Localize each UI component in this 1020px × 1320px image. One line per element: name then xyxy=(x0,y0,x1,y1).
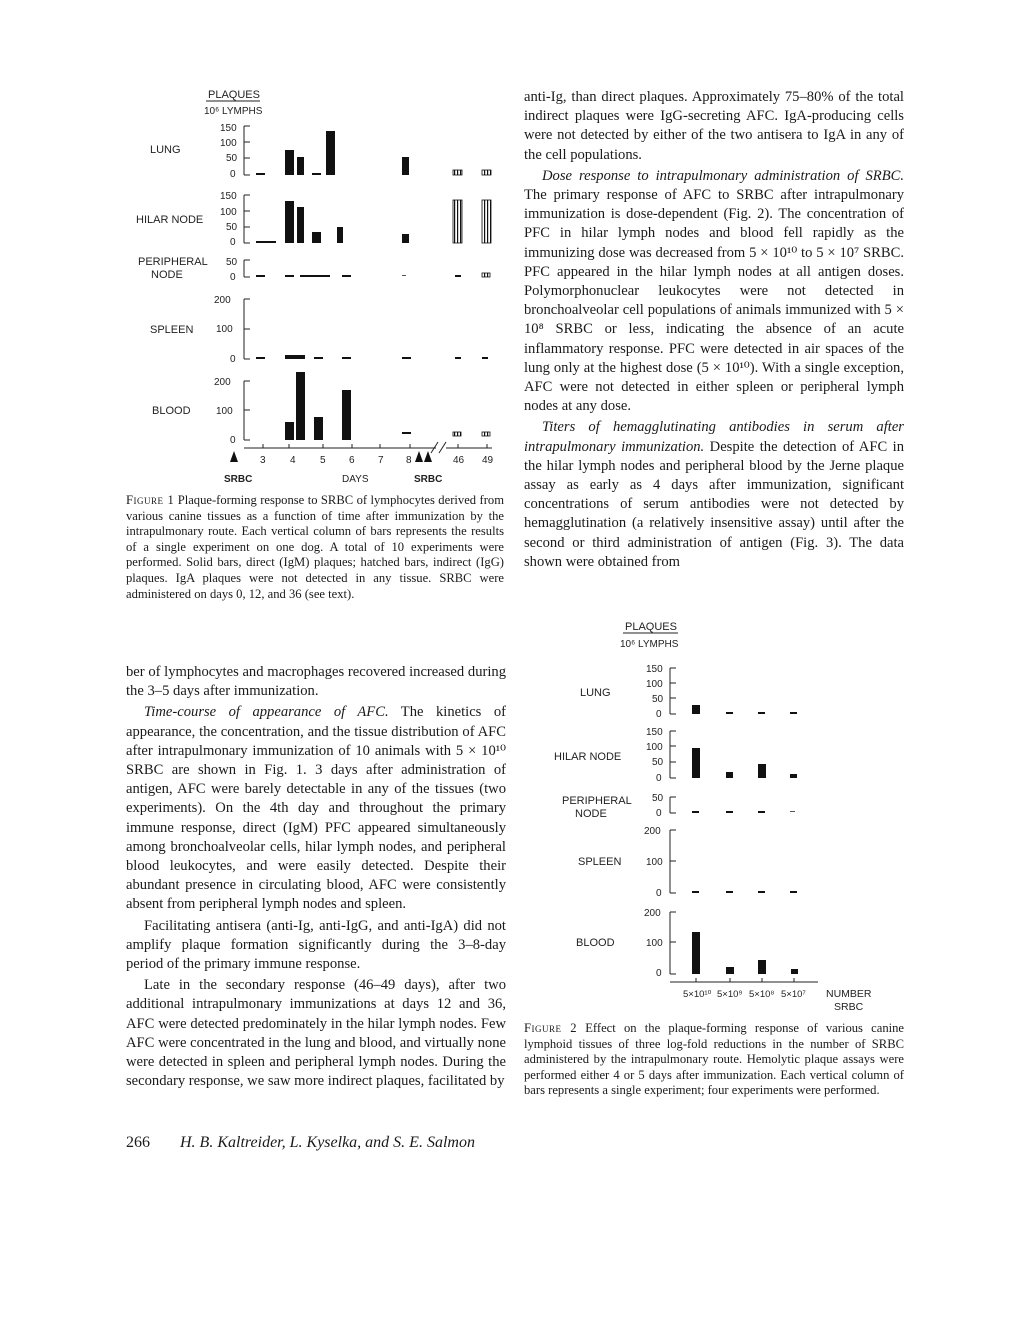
fig1-header-line1: PLAQUES xyxy=(208,89,260,101)
fig2-tick: 100 xyxy=(646,742,663,753)
right-paragraph-3-body: Despite the detection of AFC in the hilar lymph nodes and peripheral blood by the Jerne plaque assay as early as 4 days after immunization, significant concentrations of serum antibodies were not detected by hemagglutination (a relatively insensitive assay) until after the second or third administration of antigen (Fig. 3). The data shown were obtained from xyxy=(524,438,904,570)
fig1-x-tick: 46 xyxy=(453,455,465,466)
fig1-label-blood: BLOOD xyxy=(152,405,191,417)
fig2-bar xyxy=(692,932,700,974)
fig1-bar xyxy=(326,131,335,175)
fig1-bar xyxy=(337,227,343,243)
fig1-bar xyxy=(482,357,488,359)
fig1-bar xyxy=(314,417,323,440)
fig2-bar xyxy=(726,772,733,778)
fig1-tick: 100 xyxy=(220,207,237,218)
fig1-bar xyxy=(297,157,304,175)
right-paragraph-1: anti-Ig, than direct plaques. Approximately 75–80% of the total indirect plaques were IgG-secreting AFC. IgA-producing cells were not detected by either of the two antisera to IgA in any of the cell populations. xyxy=(524,89,904,163)
fig1-x-tick: 7 xyxy=(378,455,384,466)
fig2-tick: 200 xyxy=(644,826,661,837)
fig1-bar xyxy=(312,232,321,243)
section-heading-titers: Titers of hemagglutinating antibodies in serum after intrapulmonary immunization. xyxy=(524,419,904,455)
fig2-bar xyxy=(692,748,700,778)
fig1-arrow-icon xyxy=(415,451,423,462)
fig1-bar xyxy=(312,173,321,175)
fig2-tick: 100 xyxy=(646,679,663,690)
fig1-bar xyxy=(453,432,461,436)
page-footer xyxy=(126,1134,475,1152)
fig2-label-lung: LUNG xyxy=(580,687,611,699)
fig2-tick: 0 xyxy=(656,773,662,784)
fig1-bar xyxy=(402,275,406,276)
fig2-label-peripheral: PERIPHERAL xyxy=(562,795,632,807)
fig1-header-line2: 10⁶ LYMPHS xyxy=(204,106,263,117)
fig1-tick: 50 xyxy=(226,153,238,164)
fig2-x-tick: 5×10⁸ xyxy=(749,989,775,1000)
figure-2-chart xyxy=(550,614,890,1014)
fig2-bar xyxy=(692,811,699,813)
fig2-x-tick: 5×10⁹ xyxy=(717,989,743,1000)
fig1-bar xyxy=(482,170,491,175)
fig1-bar xyxy=(256,173,265,175)
fig2-label-blood: BLOOD xyxy=(576,937,615,949)
fig1-tick: 100 xyxy=(216,406,233,417)
fig2-tick: 50 xyxy=(652,793,664,804)
fig2-bar xyxy=(758,712,765,714)
fig1-bar xyxy=(482,200,491,243)
fig2-tick: 100 xyxy=(646,857,663,868)
fig1-bar xyxy=(482,273,490,277)
fig1-bar xyxy=(402,157,409,175)
fig1-tick: 0 xyxy=(230,354,236,365)
figure-2-caption xyxy=(524,1021,904,1099)
fig1-bar xyxy=(453,200,462,243)
fig1-x-tick: 5 xyxy=(320,455,326,466)
fig1-tick: 50 xyxy=(226,222,238,233)
fig2-label-spleen: SPLEEN xyxy=(578,856,622,868)
section-heading-time-course: Time-course of appearance of AFC. xyxy=(144,704,389,721)
fig1-bar xyxy=(402,234,409,243)
fig2-bar xyxy=(726,712,733,714)
fig2-bar xyxy=(758,960,766,974)
fig2-bar xyxy=(726,891,733,893)
fig1-bar xyxy=(455,357,461,359)
running-authors: H. B. Kaltreider, L. Kyselka, and S. E. Salmon xyxy=(180,1134,475,1151)
fig2-tick: 150 xyxy=(646,727,663,738)
fig1-tick: 200 xyxy=(214,377,231,388)
fig2-bar xyxy=(692,705,700,714)
fig2-bar xyxy=(790,712,797,714)
fig2-tick: 0 xyxy=(656,709,662,720)
fig1-bar xyxy=(402,357,411,359)
fig2-label-hilar: HILAR NODE xyxy=(554,751,622,763)
right-paragraph-3 xyxy=(524,418,904,572)
fig1-label-peripheral-2: NODE xyxy=(151,269,183,281)
fig1-label-spleen: SPLEEN xyxy=(150,324,194,336)
fig1-label-hilar: HILAR NODE xyxy=(136,214,204,226)
fig2-tick: 0 xyxy=(656,888,662,899)
fig2-bar xyxy=(692,891,699,893)
fig1-bar xyxy=(285,422,294,440)
fig1-bar xyxy=(402,432,411,434)
right-paragraph-2 xyxy=(524,167,904,417)
fig1-srbc-label: SRBC xyxy=(224,474,253,485)
left-paragraph-2-body: The kinetics of appearance, the concentration, and the tissue distribution of AFC after intrapulmonary immunization of 10 animals with 5 × 10¹⁰ SRBC are shown in Fig. 1. 3 days after administration of antigen, AFC were barely detectable in any of the tissues (two experiments). On the 4th day and throughout the primary immune response, direct (IgM) PFC appeared simultaneously among bronchoalveolar cells, hilar lymph nodes, and peripheral blood leukocytes, and were easily detected. Despite their abundant presence in circulating blood, AFC were consistently absent from peripheral lymph nodes and spleen. xyxy=(126,704,506,913)
fig1-x-tick: 8 xyxy=(406,455,412,466)
figure-2-caption-head: Figure 2 xyxy=(524,1021,578,1035)
fig2-tick: 50 xyxy=(652,694,664,705)
fig1-tick: 100 xyxy=(216,324,233,335)
left-paragraph-3: Facilitating antisera (anti-Ig, anti-IgG, and anti-IgA) did not amplify plaque formation significantly during the 3–8-day period of the primary immune response. xyxy=(126,917,506,973)
fig1-arrow-icon xyxy=(230,451,238,462)
fig2-bar xyxy=(758,811,765,813)
fig2-tick: 100 xyxy=(646,938,663,949)
fig1-x-tick: 3 xyxy=(260,455,266,466)
fig2-bar xyxy=(790,811,795,812)
right-paragraph-2-body: The primary response of AFC to SRBC after intrapulmonary immunization is dose-dependent (Fig. 2). The concentration of PFC in hilar lymph nodes and blood fell rapidly as the immunizing dose was decreased from 5 × 10¹⁰ to 5 × 10⁷ SRBC. PFC appeared in the hilar lymph nodes at all antigen doses. Polymorphonuclear leukocytes were not detected in bronchoalveolar cell populations of animals immunized with 5 × 10⁸ SRBC or less, indicating the absence of an acute inflammatory response. PFC were detected in air spaces of the lung only at the highest dose (5 × 10¹⁰). With a single exception, AFC were not detected in either spleen or peripheral lymph nodes at any dose. xyxy=(524,187,904,415)
fig2-header-line2: 10⁶ LYMPHS xyxy=(620,639,679,650)
fig1-label-lung: LUNG xyxy=(150,144,181,156)
figure-1-caption-head: Figure 1 xyxy=(126,493,175,507)
right-column xyxy=(524,88,904,574)
fig2-label-peripheral-2: NODE xyxy=(575,808,607,820)
fig2-bar xyxy=(790,774,797,778)
fig1-bar xyxy=(285,275,294,277)
fig2-x-title-line1: NUMBER xyxy=(826,988,872,1000)
fig2-tick: 200 xyxy=(644,908,661,919)
fig1-bar xyxy=(482,432,490,436)
figure-1-caption-body: Plaque-forming response to SRBC of lymphocytes derived from various canine tissues as a function of time after immunization by the intrapulmonary route. Each vertical column of bars represents the results of a single experiment on one dog. A total of 10 experiments were performed. Solid bars, direct (IgM) plaques; hatched bars, indirect (IgG) plaques. IgA plaques were not detected in any tissue. SRBC were administered on days 0, 12, and 36 (see text). xyxy=(126,493,504,601)
fig2-header-line1: PLAQUES xyxy=(625,621,677,633)
fig1-tick: 200 xyxy=(214,295,231,306)
fig2-bar xyxy=(758,764,766,778)
fig2-tick: 0 xyxy=(656,808,662,819)
fig1-tick: 0 xyxy=(230,272,236,283)
fig1-bar xyxy=(256,357,265,359)
fig1-tick: 50 xyxy=(226,257,238,268)
fig1-x-title: DAYS xyxy=(342,474,369,485)
fig1-x-tick: 49 xyxy=(482,455,494,466)
fig2-bar xyxy=(790,891,797,893)
fig1-tick: 100 xyxy=(220,138,237,149)
fig1-bar xyxy=(300,275,330,277)
fig2-tick: 50 xyxy=(652,757,664,768)
fig1-tick: 0 xyxy=(230,169,236,180)
fig1-tick: 0 xyxy=(230,237,236,248)
fig1-srbc-label-2: SRBC xyxy=(414,474,443,485)
fig1-bar xyxy=(314,357,323,359)
fig2-bar xyxy=(791,969,798,974)
fig2-x-title-line2: SRBC xyxy=(834,1001,864,1013)
left-paragraph-2 xyxy=(126,703,506,914)
figure-1-caption xyxy=(126,493,504,602)
fig1-bar xyxy=(342,357,351,359)
fig1-bar xyxy=(455,275,461,277)
fig1-x-tick: 4 xyxy=(290,455,296,466)
fig1-tick: 150 xyxy=(220,123,237,134)
fig1-bar xyxy=(285,201,294,243)
fig2-bar xyxy=(726,811,733,813)
left-paragraph-4: Late in the secondary response (46–49 days), after two additional intrapulmonary immunizations at days 12 and 36, AFC were detected predominately in the hilar lymph nodes. Few AFC were concentrated in the lung and blood, and virtually none were detected in spleen and peripheral lymph nodes. During the secondary response, we saw more indirect plaques, facilitated by xyxy=(126,977,506,1090)
fig1-x-tick: 6 xyxy=(349,455,355,466)
fig1-bar xyxy=(453,170,462,175)
section-heading-dose-response: Dose response to intrapulmonary administration of SRBC. xyxy=(542,167,904,184)
fig2-tick: 150 xyxy=(646,664,663,675)
fig2-bar xyxy=(726,967,734,974)
fig1-bar xyxy=(256,275,265,277)
left-column xyxy=(126,663,506,1093)
fig2-x-tick: 5×10⁷ xyxy=(781,989,806,1000)
fig1-bar xyxy=(256,241,276,243)
fig1-tick: 0 xyxy=(230,435,236,446)
left-paragraph-1: ber of lymphocytes and macrophages recovered increased during the 3–5 days after immunization. xyxy=(126,664,506,700)
figure-2-caption-body: Effect on the plaque-forming response of various canine lymphoid tissues of three log-fold reductions in the number of SRBC administered by the intrapulmonary route. Hemolytic plaque assays were performed either 4 or 5 days after immunization. Each vertical column of bars represents a single experiment; four experiments were performed. xyxy=(524,1021,905,1098)
fig1-label-peripheral: PERIPHERAL xyxy=(138,256,208,268)
fig1-bar xyxy=(342,390,351,440)
figure-1-chart xyxy=(130,84,510,492)
fig1-bar xyxy=(285,150,294,175)
fig1-bar xyxy=(296,372,305,440)
fig1-tick: 150 xyxy=(220,191,237,202)
fig1-bar xyxy=(297,207,304,243)
fig2-bar xyxy=(758,891,765,893)
page-number: 266 xyxy=(126,1134,150,1151)
fig1-bar xyxy=(342,275,351,277)
fig1-bar xyxy=(285,355,305,359)
fig2-tick: 0 xyxy=(656,968,662,979)
fig2-x-tick: 5×10¹⁰ xyxy=(683,989,712,1000)
